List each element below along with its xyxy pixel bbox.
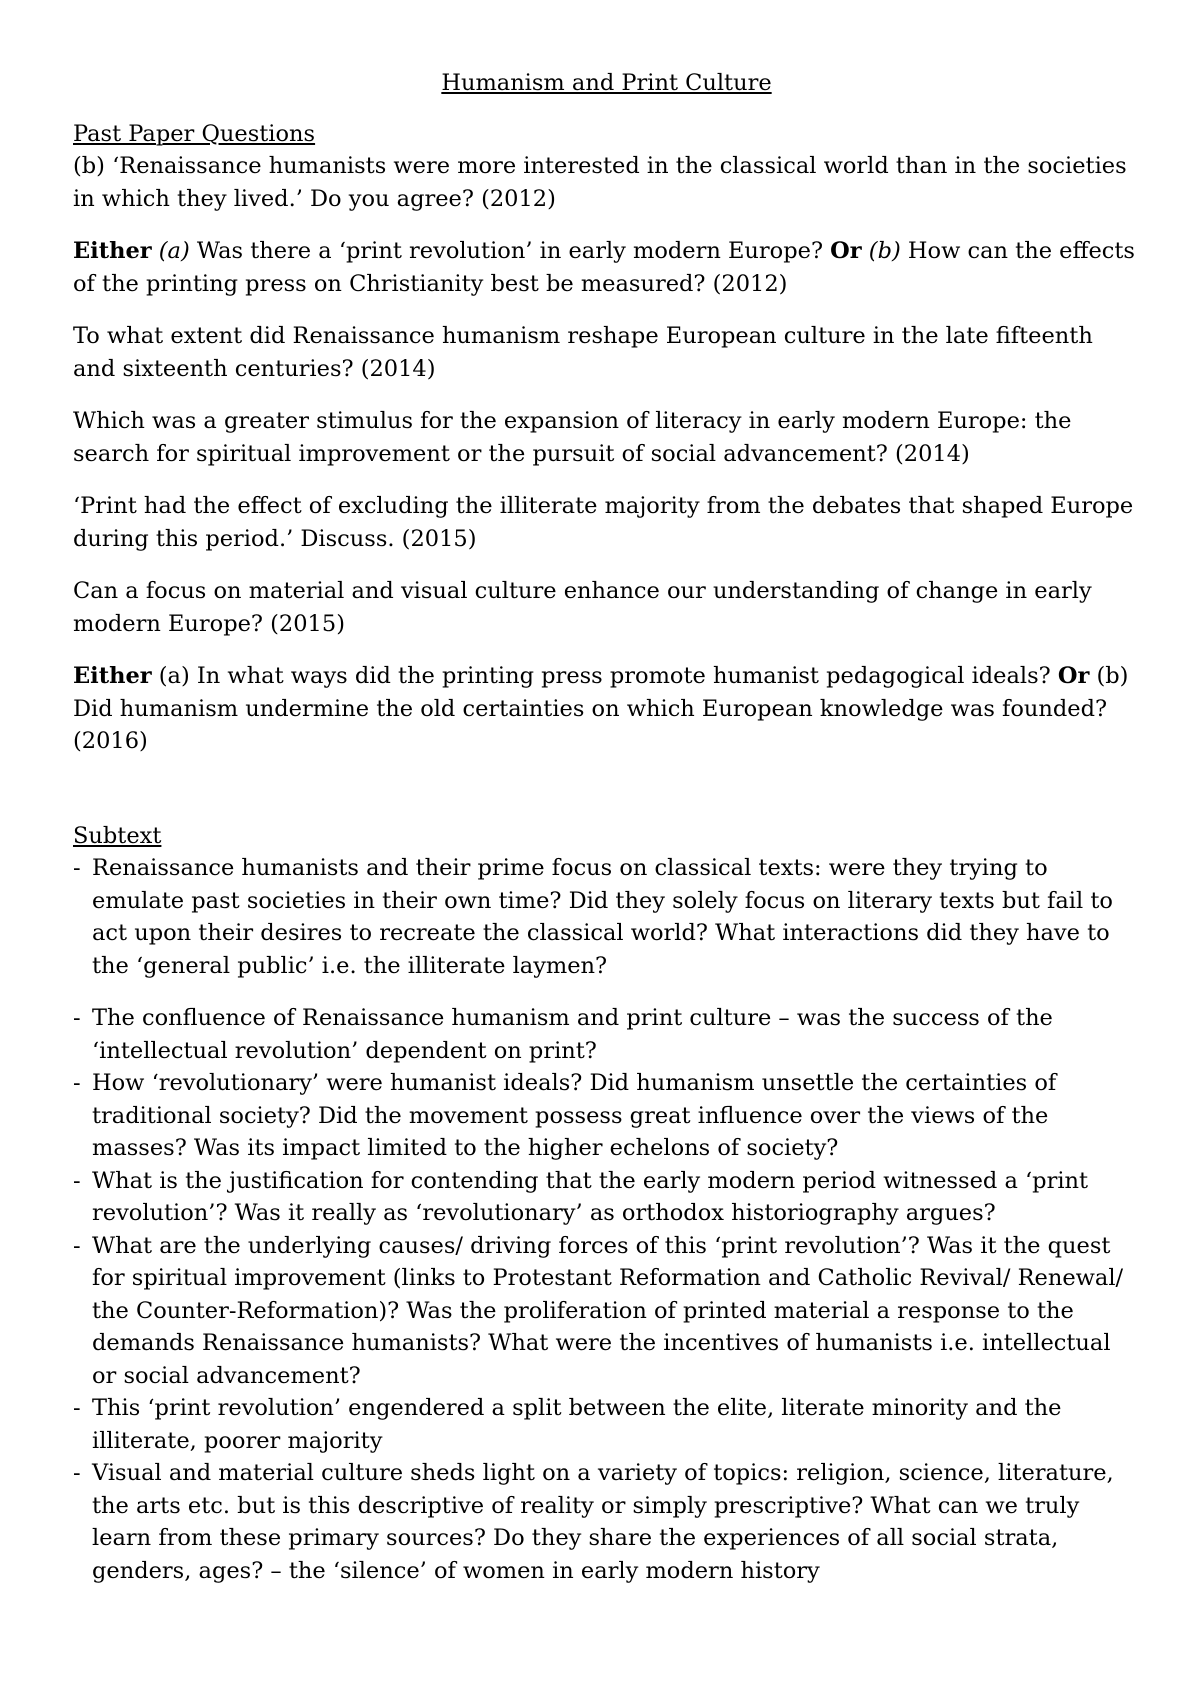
list-item: - This ‘print revolution’ engendered a split between the elite, literate minority and the illiterate, poorer majority — [73, 1392, 1140, 1457]
option-b-text: How can the effects of the printing press on Christianity best be measured? (2012) — [73, 238, 1135, 297]
blank-line — [73, 778, 1140, 820]
option-a-label: (a) — [158, 238, 190, 264]
option-b-text: (b) Did humanism undermine the old certainties on which European knowledge was founded? (2016) — [73, 663, 1129, 754]
question-7 — [73, 660, 1140, 758]
list-item: - The confluence of Renaissance humanism and print culture – was the success of the ‘intellectual revolution’ dependent on print? — [73, 1002, 1140, 1067]
document-title: Humanism and Print Culture — [441, 70, 772, 96]
question-3: To what extent did Renaissance humanism reshape European culture in the late fifteenth and sixteenth centuries? (2014) — [73, 323, 1093, 382]
question-6: Can a focus on material and visual culture enhance our understanding of change in early modern Europe? (2015) — [73, 578, 1092, 637]
past-paper-heading: Past Paper Questions — [73, 120, 316, 147]
list-item: - How ‘revolutionary’ were humanist ideals? Did humanism unsettle the certainties of traditional society? Did the movement possess great influence over the views of the masses? Was its impact limited to the higher echelons of society? — [73, 1067, 1140, 1165]
list-item: - Visual and material culture sheds light on a variety of topics: religion, science, literature, the arts etc. but is this descriptive of reality or simply prescriptive? What can we truly learn from these primary sources? Do they share the experiences of all social strata, genders, ages? – the ‘silence’ of women in early modern history — [73, 1457, 1140, 1587]
list-item: - What is the justification for contending that the early modern period witnessed a ‘print revolution’? Was it really as ‘revolutionary’ as orthodox historiography argues? — [73, 1165, 1140, 1230]
either-label: Either — [73, 238, 152, 264]
list-item: - What are the underlying causes/ driving forces of this ‘print revolution’? Was it the quest for spiritual improvement (links to Protestant Reformation and Catholic Revival/ Renewal/ the Counter-Reformation)? Was the proliferation of printed material a response to the demands Renaissance humanists? What were the incentives of humanists i.e. intellectual or social advancement? — [73, 1230, 1140, 1393]
or-label: Or — [830, 238, 862, 264]
question-2 — [73, 235, 1140, 300]
option-a-text: (a) In what ways did the printing press promote humanist pedagogical ideals? — [151, 663, 1058, 689]
question-5: ‘Print had the effect of excluding the illiterate majority from the debates that shaped Europe during this period.’ Discuss. (2015) — [73, 493, 1134, 552]
option-a-text: Was there a ‘print revolution’ in early modern Europe? — [189, 238, 831, 264]
option-b-label: (b) — [868, 238, 901, 264]
question-1: (b) ‘Renaissance humanists were more interested in the classical world than in the societies in which they lived.’ Do you agree? (2012) — [73, 153, 1127, 212]
either-label: Either — [73, 663, 152, 689]
question-4: Which was a greater stimulus for the expansion of literacy in early modern Europe: the search for spiritual improvement or the pursuit of social advancement? (2014) — [73, 408, 1072, 467]
or-label: Or — [1057, 663, 1090, 689]
subtext-heading: Subtext — [73, 822, 162, 849]
list-item: - Renaissance humanists and their prime focus on classical texts: were they trying to emulate past societies in their own time? Did they solely focus on literary texts but fail to act upon their desires to recreate the classical world? What interactions did they have to the ‘general public’ i.e. the illiterate laymen? — [73, 852, 1140, 982]
subtext-list — [73, 852, 1140, 1587]
